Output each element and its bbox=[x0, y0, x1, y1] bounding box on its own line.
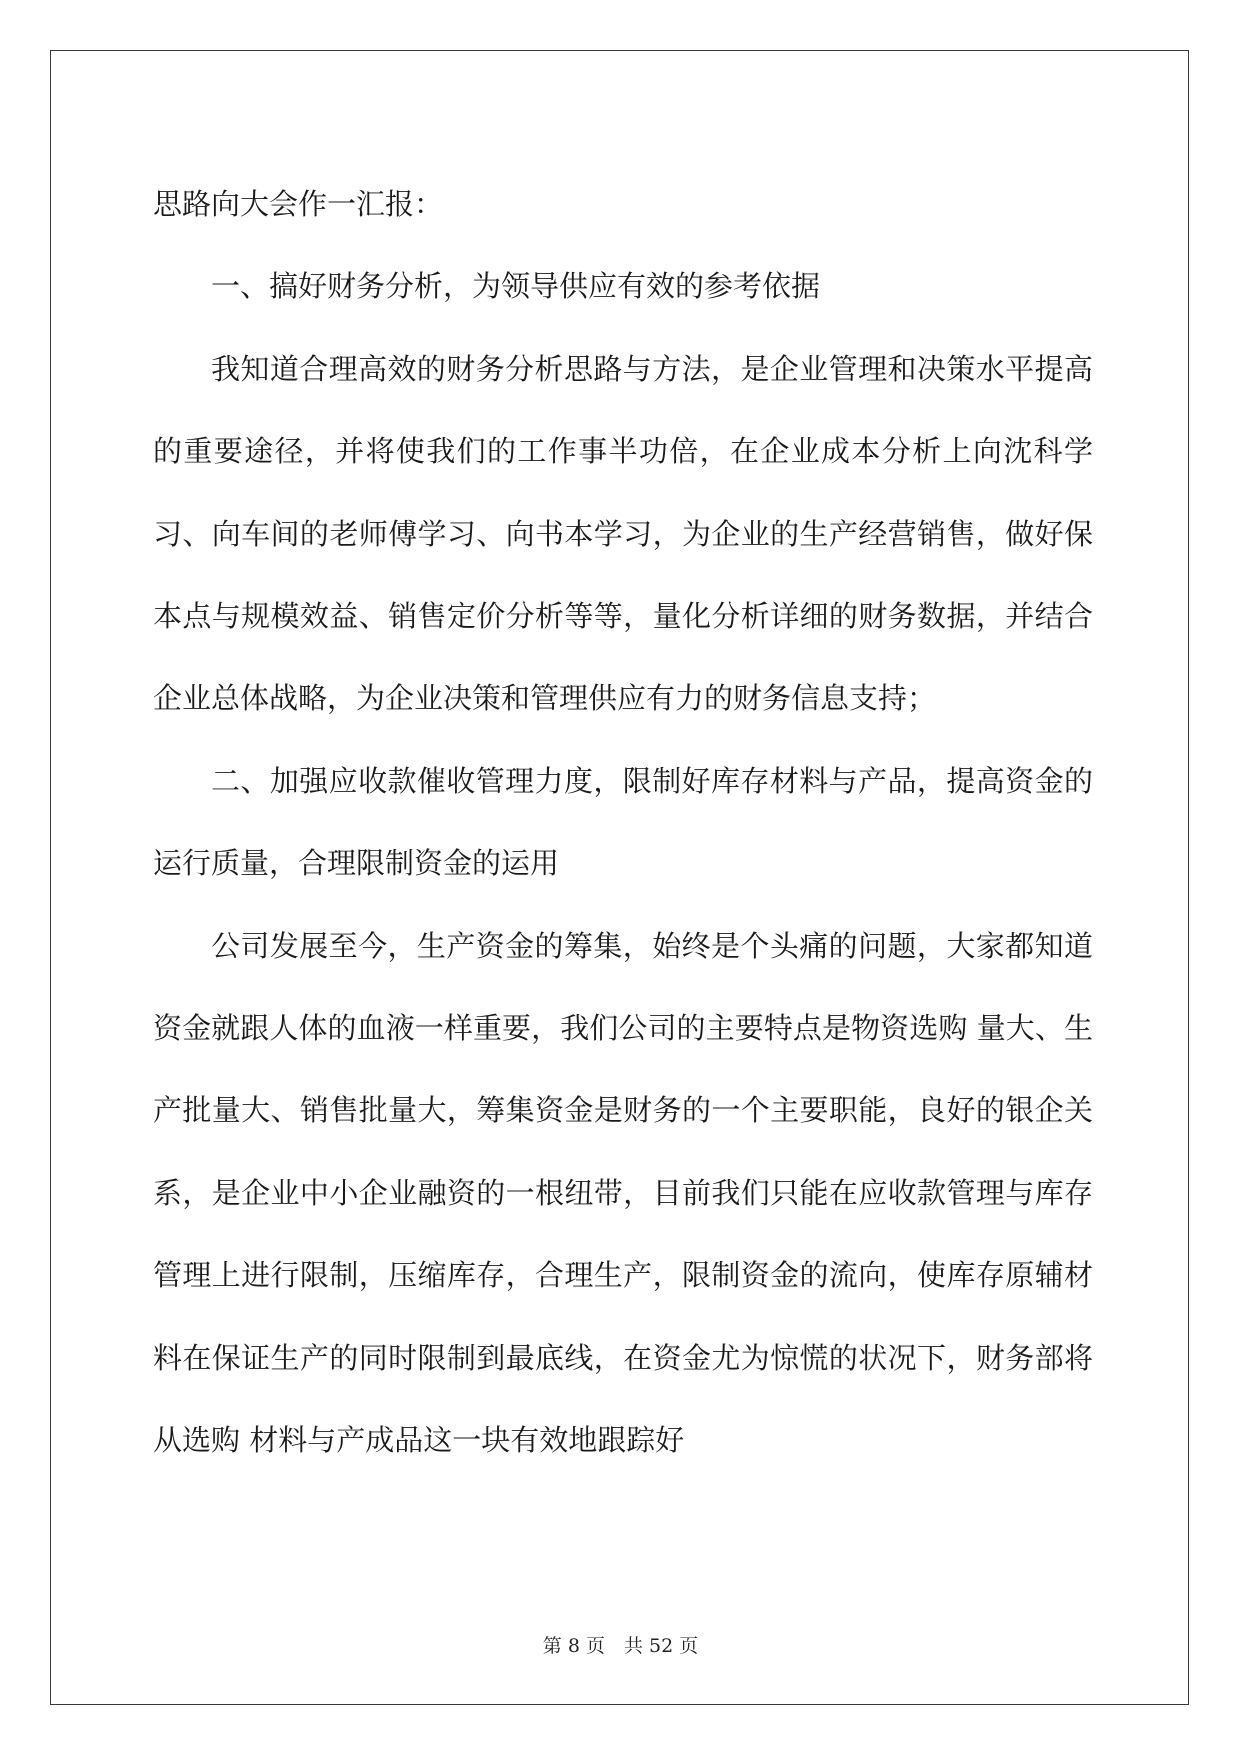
paragraph-3: 我知道合理高效的财务分析思路与方法，是企业管理和决策水平提高的重要途径，并将使我们的工作事半功倍，在企业成本分析上向沈科学习、向车间的老师傅学习、向书本学习，为企业的生产经营销售，做好保本点与规模效益、销售定价分析等等，量化分析详细的财务数据，并结合企业总体战略，为企业决策和管理供应有力的财务信息支持； bbox=[153, 351, 1093, 716]
document-body bbox=[153, 163, 1093, 1482]
paragraph-1: 思路向大会作一汇报： bbox=[153, 187, 444, 221]
paragraph-5: 公司发展至今，生产资金的筹集，始终是个头痛的问题，大家都知道资金就跟人体的血液一样重要，我们公司的主要特点是物资选购 量大、生产批量大、销售批量大，筹集资金是财务的一个主要职能，良好的银企关系，是企业中小企业融资的一根纽带，目前我们只能在应收款管理与库存管理上进行限制，压缩库存，合理生产，限制资金的流向，使库存原辅材料在保证生产的同时限制到最底线，在资金尤为惊慌的状况下，财务部将从选购 材料与产成品这一块有效地跟踪好 bbox=[153, 928, 1093, 1458]
paragraph-2: 一、搞好财务分析，为领导供应有效的参考依据 bbox=[211, 269, 821, 304]
paragraph-4: 二、加强应收款催收管理力度，限制好库存材料与产品，提高资金的运行质量，合理限制资金的运用 bbox=[153, 763, 1093, 881]
page-number-footer: 第 8 页 共 52 页 bbox=[542, 1635, 699, 1657]
